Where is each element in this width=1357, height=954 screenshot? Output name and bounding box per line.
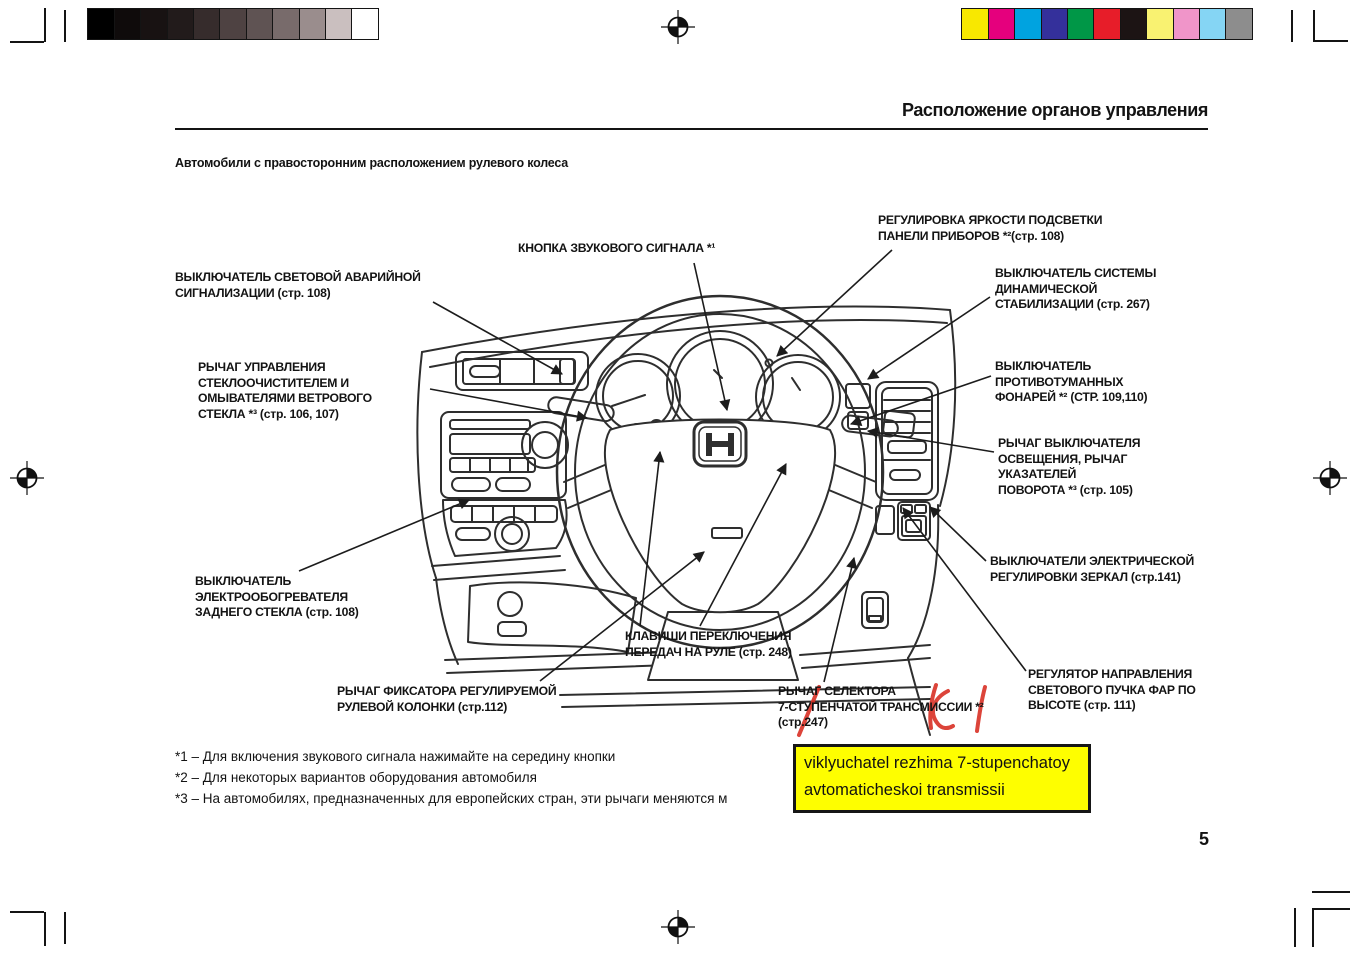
label-line: ЗАДНЕГО СТЕКЛА (стр. 108) xyxy=(195,605,359,619)
label-mirror-switches xyxy=(990,554,1194,585)
dashboard-art xyxy=(417,296,955,735)
label-line: ПАНЕЛИ ПРИБОРОВ *²(стр. 108) xyxy=(878,228,1064,243)
label-vsa-switch xyxy=(995,266,1156,313)
page-number: 5 xyxy=(1199,829,1210,849)
label-light-turn-lever xyxy=(998,436,1140,498)
label-line: СВЕТОВОГО ПУЧКА ФАР ПО xyxy=(1028,682,1196,697)
footnote: *2 – Для некоторых вариантов оборудования автомобиля xyxy=(175,770,537,785)
label-line: СИГНАЛИЗАЦИИ (стр. 108) xyxy=(175,285,331,300)
label-rear-defroster xyxy=(195,574,359,621)
label-panel-brightness xyxy=(878,213,1102,244)
label-fog-light-switch xyxy=(995,359,1147,406)
label-line: ПЕРЕДАЧ НА РУЛЕ (стр. 248) xyxy=(625,644,792,659)
label-horn-button xyxy=(518,241,715,257)
label-line: ЭЛЕКТРООБОГРЕВАТЕЛЯ xyxy=(195,589,348,604)
label-line: ВЫКЛЮЧАТЕЛИ ЭЛЕКТРИЧЕСКОЙ xyxy=(990,554,1195,568)
label-line: ОСВЕЩЕНИЯ, РЫЧАГ xyxy=(998,451,1128,466)
label-line: РЫЧАГ ФИКСАТОРА РЕГУЛИРУЕМОЙ xyxy=(337,684,557,698)
label-line: ПОВОРОТА *³ (стр. 105) xyxy=(998,482,1133,497)
footnote: *1 – Для включения звукового сигнала нажимайте на середину кнопки xyxy=(175,749,616,764)
label-line: РЕГУЛИРОВКА ЯРКОСТИ ПОДСВЕТКИ xyxy=(878,213,1103,227)
label-shift-paddles xyxy=(625,629,792,660)
label-line: СТЕКЛА *³ (стр. 106, 107) xyxy=(198,406,339,421)
label-line: КЛАВИШИ ПЕРЕКЛЮЧЕНИЯ xyxy=(625,629,792,643)
highlight-note xyxy=(793,744,1091,813)
label-line: СТАБИЛИЗАЦИИ (стр. 267) xyxy=(995,297,1150,311)
label-line: РЕГУЛИРОВКИ ЗЕРКАЛ (стр.141) xyxy=(990,569,1181,584)
label-line: ВЫКЛЮЧАТЕЛЬ xyxy=(195,574,292,588)
label-line: ФОНАРЕЙ *² (СТР. 109,110) xyxy=(995,390,1148,404)
label-line: ВЫСОТЕ (стр. 111) xyxy=(1028,698,1136,712)
footnotes xyxy=(175,746,727,809)
footnote: *3 – На автомобилях, предназначенных для европейских стран, эти рычаги меняются м xyxy=(175,791,728,806)
label-line: ВЫКЛЮЧАТЕЛЬ СИСТЕМЫ xyxy=(995,266,1157,280)
label-line: КНОПКА ЗВУКОВОГО СИГНАЛА *¹ xyxy=(518,241,716,255)
page-title: Расположение органов управления xyxy=(901,100,1208,120)
label-line: (стр.247) xyxy=(778,715,828,729)
label-line: 7-СТУПЕНЧАТОЙ ТРАНСМИССИИ *² xyxy=(778,699,984,714)
label-line: РУЛЕВОЙ КОЛОНКИ (стр.112) xyxy=(337,699,508,714)
label-headlight-leveling xyxy=(1028,667,1196,714)
note-line: avtomaticheskoi transmissii xyxy=(804,781,1005,799)
label-tilt-lock-lever xyxy=(337,684,556,715)
label-hazard-switch xyxy=(175,270,421,301)
label-selector-lever xyxy=(778,684,984,731)
label-line: РЫЧАГ ВЫКЛЮЧАТЕЛЯ xyxy=(998,436,1141,450)
label-line: СТЕКЛООЧИСТИТЕЛЕМ И xyxy=(198,375,349,390)
label-line: УКАЗАТЕЛЕЙ xyxy=(998,467,1077,481)
label-line: РЫЧАГ СЕЛЕКТОРА xyxy=(778,684,896,698)
note-line: viklyuchatel rezhima 7-stupenchatoy xyxy=(804,754,1070,772)
label-line: РЫЧАГ УПРАВЛЕНИЯ xyxy=(198,360,326,374)
label-line: ВЫКЛЮЧАТЕЛЬ СВЕТОВОЙ АВАРИЙНОЙ xyxy=(175,270,421,284)
page-subtitle: Автомобили с правосторонним расположением рулевого колеса xyxy=(175,156,569,170)
label-line: ДИНАМИЧЕСКОЙ xyxy=(995,281,1098,296)
label-wiper-lever xyxy=(198,360,372,422)
label-line: ПРОТИВОТУМАННЫХ xyxy=(995,374,1124,389)
label-line: ВЫКЛЮЧАТЕЛЬ xyxy=(995,359,1092,373)
label-line: РЕГУЛЯТОР НАПРАВЛЕНИЯ xyxy=(1028,667,1193,681)
label-line: ОМЫВАТЕЛЯМИ ВЕТРОВОГО xyxy=(198,391,372,405)
